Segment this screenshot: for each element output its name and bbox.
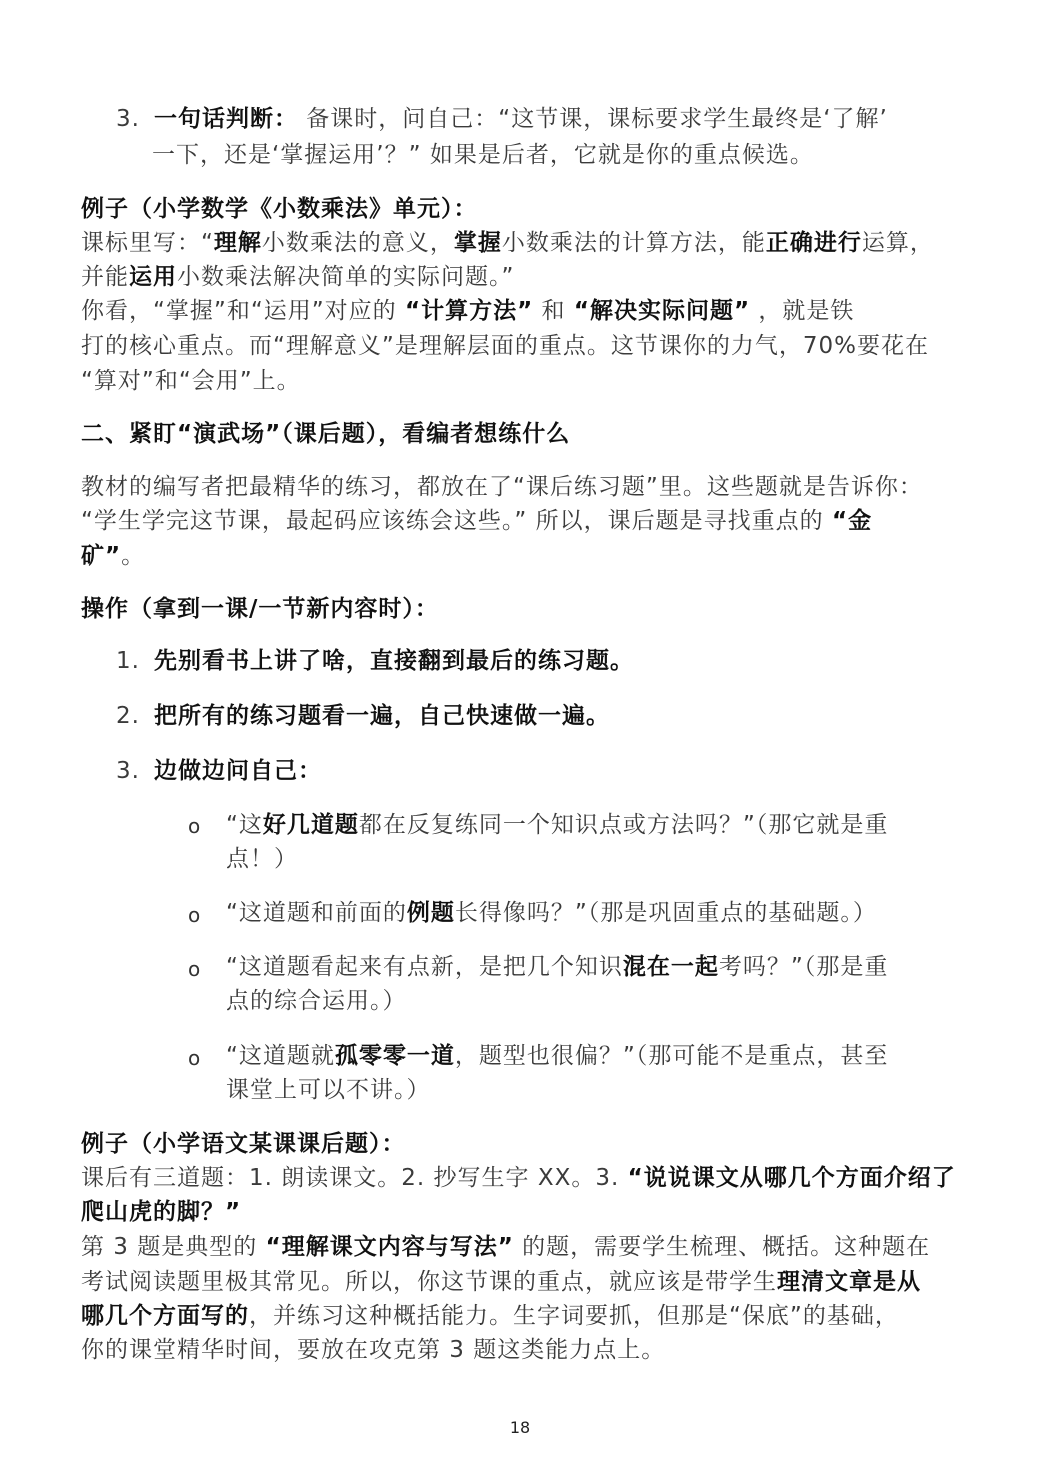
list-item — [116, 756, 322, 786]
body-text: 教材的编写者把最精华的练习，都放在了“课后练习题”里。这些题就是告诉你： — [81, 474, 923, 500]
body-text: 的题，需要学生梳理、概括。这种题在 — [513, 1234, 931, 1260]
body-text: “学生学完这节课，最起码应该练会这些。” 所以，课后题是寻找重点的 — [81, 508, 832, 534]
bold-text: 正确进行 — [765, 230, 862, 256]
body-text: “这道题就 — [226, 1043, 335, 1069]
paragraph-line — [81, 262, 514, 292]
body-text: 小数乘法的计算方法，能 — [501, 230, 766, 256]
bold-text: “计算方法” — [404, 298, 534, 324]
operations-heading: 操作（拿到一课/一节新内容时）： — [81, 596, 439, 622]
body-text: 点的综合运用。） — [226, 988, 407, 1014]
body-text: 课后有三道题：1. 朗读课文。2. 抄写生字 XX。3. — [81, 1165, 628, 1191]
body-text: 。 — [121, 543, 146, 569]
list-text: 把所有的练习题看一遍，自己快速做一遍。 — [154, 703, 610, 729]
bold-text: 例题 — [406, 900, 455, 926]
body-text: 考试阅读题里极其常见。所以，你这节课的重点，就应该是带学生 — [81, 1269, 777, 1295]
bullet-line — [226, 810, 888, 840]
body-text: 都在反复练同一个知识点或方法吗？”（那它就是重 — [358, 812, 889, 838]
paragraph-line — [81, 1301, 899, 1331]
bullet-marker: o — [188, 903, 201, 927]
body-text: 你看，“掌握”和“运用”对应的 — [81, 298, 405, 324]
body-text: 长得像吗？”（那是巩固重点的基础题。） — [454, 900, 877, 926]
bold-text: 矿” — [81, 543, 122, 569]
body-text: ，题型也很偏？”（那可能不是重点，甚至 — [454, 1043, 889, 1069]
body-text: 并能 — [81, 264, 129, 290]
bullet-marker: o — [188, 957, 201, 981]
bold-text: 运用 — [129, 264, 177, 290]
body-text: 课标里写：“ — [81, 230, 214, 256]
paragraph-line — [81, 1232, 930, 1262]
body-text: 点！） — [226, 846, 298, 872]
body-text: ，就是铁 — [750, 298, 855, 324]
body-text: ，并练习这种概括能力。生字词要抓，但那是“保底”的基础， — [249, 1303, 899, 1329]
bullet-line — [226, 1041, 888, 1071]
body-text: 第 3 题是典型的 — [81, 1234, 266, 1260]
bold-text: 孤零零一道 — [334, 1043, 455, 1069]
bullet-line — [226, 952, 888, 982]
body-text: “算对”和“会用”上。 — [81, 368, 301, 394]
list-number: 2. — [116, 703, 140, 729]
bullet-line — [226, 898, 877, 928]
bold-text: 理解 — [213, 230, 262, 256]
example-heading: 例子（小学语文某课课后题）： — [81, 1131, 406, 1157]
bold-text: “解决实际问题” — [573, 298, 751, 324]
bold-text: 爬山虎的脚？” — [81, 1199, 242, 1225]
bold-text: 哪几个方面写的 — [81, 1303, 249, 1329]
body-text: 一下，还是‘掌握运用’？” 如果是后者，它就是你的重点候选。 — [152, 142, 814, 168]
list-text: 边做边问自己： — [154, 758, 322, 784]
section-heading: 二、紧盯“演武场”（课后题），看编者想练什么 — [81, 421, 571, 447]
body-text: 备课时，问自己：“这节课，课标要求学生最终是‘了解’ — [298, 106, 888, 132]
body-text: 小数乘法的意义， — [261, 230, 454, 256]
bold-text: “理解课文内容与写法” — [265, 1234, 514, 1260]
bullet-marker: o — [188, 1046, 201, 1070]
body-text: 小数乘法解决简单的实际问题。” — [177, 264, 515, 290]
paragraph-line — [81, 1267, 921, 1297]
list-item — [116, 646, 634, 676]
list-item — [116, 701, 610, 731]
bold-text: 掌握 — [453, 230, 502, 256]
list-number: 3. — [116, 106, 140, 132]
list-number: 1. — [116, 648, 140, 674]
body-text: “这道题和前面的 — [226, 900, 407, 926]
paragraph-line — [81, 296, 854, 326]
body-text: 课堂上可以不讲。） — [226, 1077, 431, 1103]
bold-text: “说说课文从哪几个方面介绍了 — [627, 1165, 956, 1191]
page-number: 18 — [509, 1418, 531, 1437]
list-number: 3. — [116, 758, 140, 784]
example-heading: 例子（小学数学《小数乘法》单元）： — [81, 196, 478, 222]
body-text: 打的核心重点。而“理解意义”是理解层面的重点。这节课你的力气，70%要花在 — [81, 333, 929, 359]
body-text: 考吗？”（那是重 — [718, 954, 889, 980]
bold-text: 混在一起 — [622, 954, 719, 980]
body-text: 和 — [533, 298, 574, 324]
paragraph-line — [81, 228, 934, 258]
bold-text: 好几道题 — [262, 812, 359, 838]
list-text: 先别看书上讲了啥，直接翻到最后的练习题。 — [154, 648, 634, 674]
paragraph-line — [81, 506, 872, 536]
list-item — [116, 104, 888, 134]
paragraph-line — [81, 541, 145, 571]
bold-text: 一句话判断： — [154, 106, 298, 132]
bold-text: 理清文章是从 — [777, 1269, 921, 1295]
bullet-marker: o — [188, 814, 201, 838]
body-text: 运算， — [861, 230, 934, 256]
paragraph-line — [81, 1163, 956, 1193]
bold-text: “金 — [831, 508, 873, 534]
body-text: “这道题看起来有点新，是把几个知识 — [226, 954, 623, 980]
body-text: 你的课堂精华时间，要放在攻克第 3 题这类能力点上。 — [81, 1337, 666, 1363]
body-text: “这 — [226, 812, 263, 838]
